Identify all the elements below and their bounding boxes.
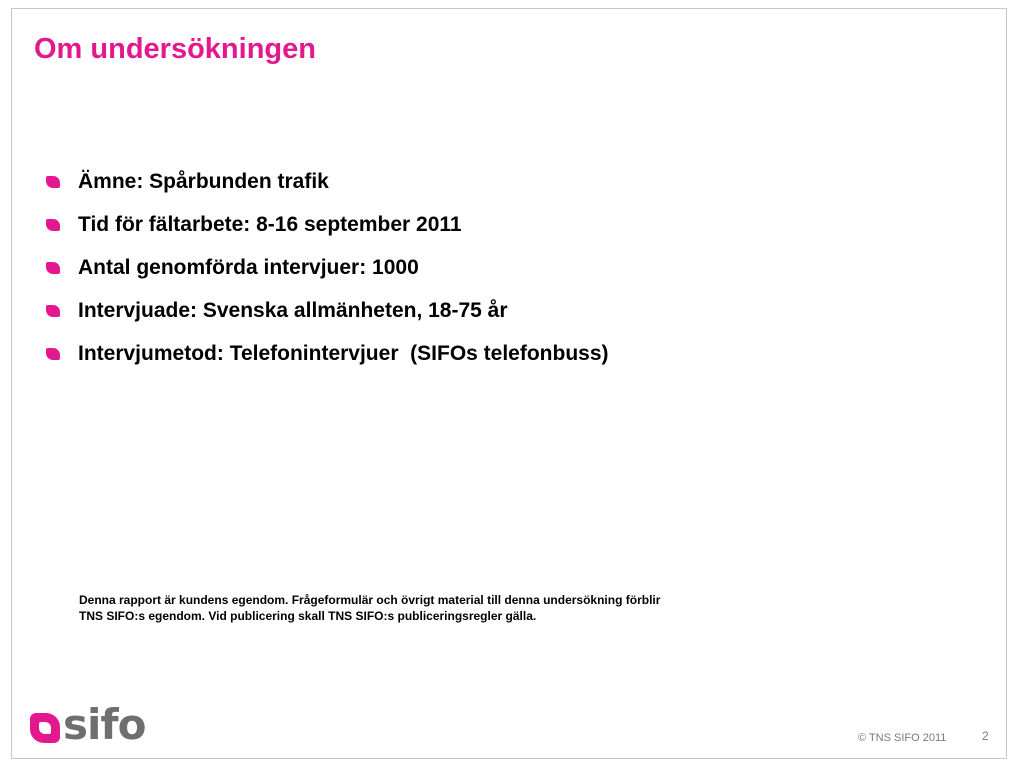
bullet-text: Tid för fältarbete: 8-16 september 2011 — [78, 212, 462, 236]
bullet-marker-icon — [46, 219, 60, 231]
sifo-logo-wordmark: sifo — [63, 700, 146, 749]
bullet-text: Intervjumetod: Telefonintervjuer (SIFOs telefonbuss) — [78, 341, 609, 365]
disclaimer-text — [79, 592, 660, 624]
disclaimer-line-2: TNS SIFO:s egendom. Vid publicering skall TNS SIFO:s publiceringsregler gälla. — [79, 609, 537, 623]
bullet-item-method — [46, 332, 609, 375]
slide-title: Om undersökningen — [34, 33, 316, 65]
sifo-logo — [30, 700, 146, 749]
bullet-item-respondents — [46, 289, 609, 332]
page-number: 2 — [982, 729, 989, 743]
bullet-item-fieldwork-period — [46, 203, 609, 246]
bullet-list — [46, 160, 609, 375]
sifo-logo-mark-icon — [30, 713, 60, 743]
bullet-marker-icon — [46, 305, 60, 317]
bullet-marker-icon — [46, 262, 60, 274]
bullet-marker-icon — [46, 176, 60, 188]
copyright-text: © TNS SIFO 2011 — [858, 732, 947, 744]
bullet-item-interview-count — [46, 246, 609, 289]
disclaimer-line-1: Denna rapport är kundens egendom. Frågeformulär och övrigt material till denna undersökning förblir — [79, 593, 661, 607]
bullet-marker-icon — [46, 348, 60, 360]
slide-frame — [11, 8, 1007, 759]
bullet-text: Intervjuade: Svenska allmänheten, 18-75 år — [78, 298, 508, 322]
bullet-text: Ämne: Spårbunden trafik — [78, 169, 329, 193]
bullet-text: Antal genomförda intervjuer: 1000 — [78, 255, 419, 279]
bullet-item-topic — [46, 160, 609, 203]
